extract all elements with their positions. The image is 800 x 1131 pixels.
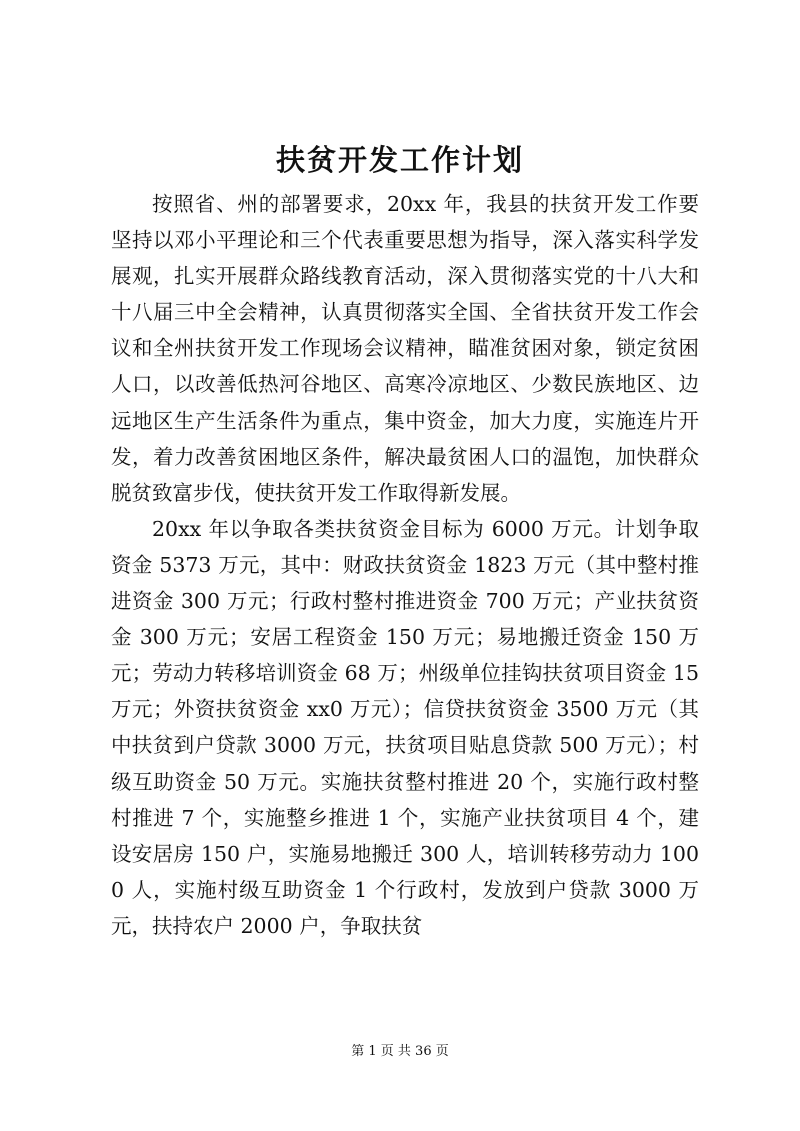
page-number-footer: 第 1 页 共 36 页	[351, 1044, 449, 1059]
document-body	[111, 186, 699, 944]
document-title: 扶贫开发工作计划	[275, 143, 524, 177]
paragraph-2: 20xx 年以争取各类扶贫资金目标为 6000 万元。计划争取资金 5373 万元，其中：财政扶贫资金 1823 万元（其中整村推进资金 300 万元；行政村整村推进资金 700 万元；产业扶贫资金 300 万元；安居工程资金 150 万元；易地搬迁资金 150 万元；劳动力转移培训资金 68 万；州级单位挂钩扶贫项目资金 15 万元；外资扶贫资金 xx0 万元）；信贷扶贫资金 3500 万元（其中扶贫到户贷款 3000 万元，扶贫项目贴息贷款 500 万元）；村级互助资金 50 万元。实施扶贫整村推进 20 个，实施行政村整村推进 7 个，实施整乡推进 1 个，实施产业扶贫项目 4 个，建设安居房 150 户，实施易地搬迁 300 人，培训转移劳动力 1000 人，实施村级互助资金 1 个行政村，发放到户贷款 3000 万元，扶持农户 2000 户，争取扶贫	[111, 516, 699, 938]
paragraph-1: 按照省、州的部署要求，20xx 年，我县的扶贫开发工作要坚持以邓小平理论和三个代表重要思想为指导，深入落实科学发展观，扎实开展群众路线教育活动，深入贯彻落实党的十八大和十八届三中全会精神，认真贯彻落实全国、全省扶贫开发工作会议和全州扶贫开发工作现场会议精神，瞄准贫困对象，锁定贫困人口，以改善低热河谷地区、高寒冷凉地区、少数民族地区、边远地区生产生活条件为重点，集中资金，加大力度，实施连片开发，着力改善贫困地区条件，解决最贫困人口的温饱，加快群众脱贫致富步伐，使扶贫开发工作取得新发展。	[111, 192, 699, 505]
